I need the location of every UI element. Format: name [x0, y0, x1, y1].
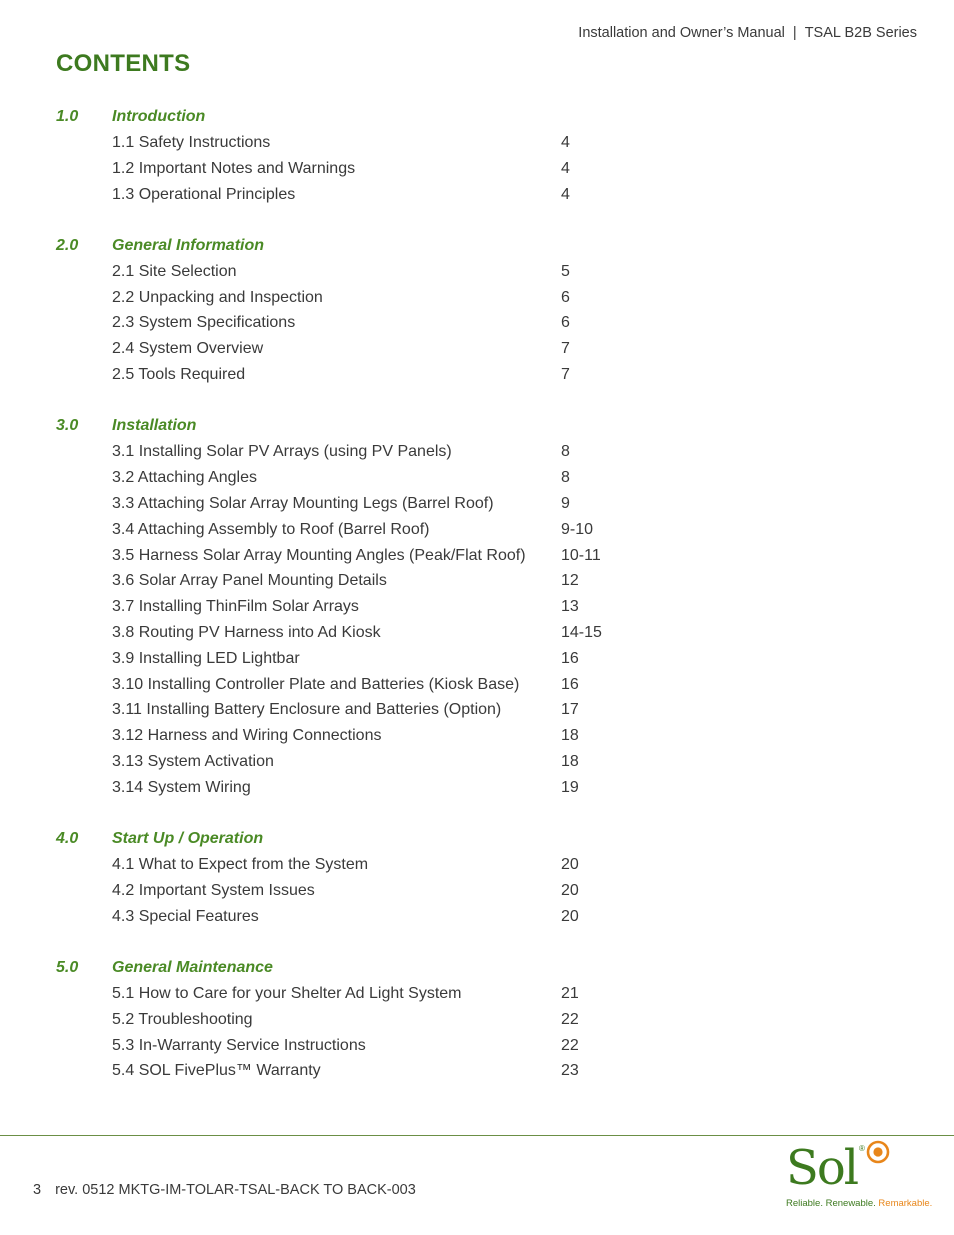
sun-icon — [864, 1138, 892, 1168]
entry-label: 3.4 Attaching Assembly to Roof (Barrel Roof) — [112, 520, 430, 538]
section-title: Installation — [112, 417, 197, 435]
entry-label: 1.3 Operational Principles — [112, 185, 296, 203]
toc-entry — [0, 570, 954, 596]
toc-entry — [0, 441, 954, 467]
section-heading — [0, 828, 954, 854]
toc-entry — [0, 158, 954, 184]
entry-label: 3.3 Attaching Solar Array Mounting Legs (Barrel Roof) — [112, 494, 494, 512]
table-of-contents — [0, 106, 954, 1112]
entry-page-number: 18 — [561, 727, 579, 745]
entry-label: 1.2 Important Notes and Warnings — [112, 159, 356, 177]
manual-title: Installation and Owner’s Manual — [578, 25, 785, 41]
page-number: 3 — [33, 1182, 42, 1198]
entry-page-number: 20 — [561, 856, 579, 874]
entry-page-number: 8 — [561, 443, 570, 461]
entry-label: 3.6 Solar Array Panel Mounting Details — [112, 572, 387, 590]
toc-section — [0, 415, 954, 802]
entry-label: 3.1 Installing Solar PV Arrays (using PV Panels) — [112, 443, 452, 461]
section-number: 5.0 — [56, 958, 79, 976]
entry-label: 2.1 Site Selection — [112, 262, 237, 280]
section-number: 1.0 — [56, 108, 79, 125]
entry-label: 3.12 Harness and Wiring Connections — [112, 727, 382, 745]
entry-page-number: 7 — [561, 340, 570, 358]
entry-label: 3.11 Installing Battery Enclosure and Batteries (Option) — [112, 701, 502, 719]
toc-entry — [0, 596, 954, 622]
toc-entry — [0, 519, 954, 545]
entry-page-number: 4 — [561, 134, 570, 151]
section-heading — [0, 415, 954, 441]
entry-page-number: 6 — [561, 314, 570, 332]
section-title: Introduction — [112, 108, 206, 125]
entry-label: 4.3 Special Features — [112, 907, 259, 925]
entry-page-number: 19 — [561, 778, 579, 796]
toc-entry — [0, 184, 954, 210]
toc-section — [0, 106, 954, 209]
entry-page-number: 16 — [561, 675, 579, 693]
entry-label: 5.2 Troubleshooting — [112, 1010, 253, 1028]
entry-page-number: 21 — [561, 984, 579, 1002]
entry-page-number: 8 — [561, 469, 570, 487]
toc-entry — [0, 648, 954, 674]
toc-entry — [0, 132, 954, 158]
entry-label: 1.1 Safety Instructions — [112, 134, 271, 151]
page-title: CONTENTS — [56, 50, 191, 77]
toc-entry — [0, 777, 954, 803]
entry-page-number: 4 — [561, 185, 570, 203]
entry-page-number: 20 — [561, 907, 579, 925]
entry-page-number: 4 — [561, 159, 570, 177]
entry-page-number: 22 — [561, 1036, 579, 1054]
page-header — [578, 25, 917, 41]
entry-page-number: 18 — [561, 752, 579, 770]
entry-page-number: 6 — [561, 288, 570, 306]
toc-entry — [0, 493, 954, 519]
entry-page-number: 12 — [561, 572, 579, 590]
entry-page-number: 10-11 — [561, 546, 601, 564]
toc-entry — [0, 338, 954, 364]
toc-section — [0, 828, 954, 931]
entry-label: 3.10 Installing Controller Plate and Batteries (Kiosk Base) — [112, 675, 520, 693]
toc-entry — [0, 312, 954, 338]
entry-page-number: 16 — [561, 649, 579, 667]
entry-label: 5.1 How to Care for your Shelter Ad Light System — [112, 984, 462, 1002]
tagline-orange: Remarkable. — [878, 1198, 933, 1209]
entry-page-number: 22 — [561, 1010, 579, 1028]
section-number: 3.0 — [56, 417, 79, 435]
entry-page-number: 9-10 — [561, 520, 594, 538]
entry-label: 2.4 System Overview — [112, 340, 264, 358]
sol-logo — [784, 1138, 933, 1213]
entry-page-number: 9 — [561, 494, 570, 512]
entry-label: 5.4 SOL FivePlus™ Warranty — [112, 1062, 321, 1080]
toc-entry — [0, 880, 954, 906]
toc-entry — [0, 1060, 954, 1086]
logo-wordmark: Sol — [786, 1140, 858, 1196]
series-name: TSAL B2B Series — [804, 25, 917, 41]
footer-divider — [0, 1135, 954, 1136]
toc-entry — [0, 467, 954, 493]
entry-page-number: 14-15 — [561, 623, 602, 641]
entry-label: 3.5 Harness Solar Array Mounting Angles (Peak/Flat Roof) — [112, 546, 526, 564]
page-footer — [33, 1182, 416, 1198]
toc-entry — [0, 699, 954, 725]
toc-entry — [0, 261, 954, 287]
entry-page-number: 17 — [561, 701, 579, 719]
entry-label: 2.5 Tools Required — [112, 366, 246, 384]
toc-entry — [0, 622, 954, 648]
section-number: 2.0 — [56, 236, 79, 254]
entry-label: 3.8 Routing PV Harness into Ad Kiosk — [112, 623, 381, 641]
toc-entry — [0, 674, 954, 700]
section-heading — [0, 235, 954, 261]
entry-page-number: 20 — [561, 881, 579, 899]
entry-label: 4.2 Important System Issues — [112, 881, 315, 899]
tagline-green: Reliable. Renewable. — [786, 1198, 879, 1209]
entry-label: 3.13 System Activation — [112, 752, 274, 770]
toc-entry — [0, 1035, 954, 1061]
toc-entry — [0, 364, 954, 390]
section-heading — [0, 106, 954, 132]
toc-entry — [0, 287, 954, 313]
revision-code: rev. 0512 MKTG-IM-TOLAR-TSAL-BACK TO BACK-003 — [55, 1182, 416, 1198]
toc-entry — [0, 983, 954, 1009]
entry-label: 2.3 System Specifications — [112, 314, 296, 332]
toc-section — [0, 957, 954, 1086]
section-heading — [0, 957, 954, 983]
section-title: General Maintenance — [112, 958, 273, 976]
toc-section — [0, 235, 954, 390]
section-title: Start Up / Operation — [112, 830, 264, 848]
header-separator: | — [792, 25, 797, 41]
toc-entry — [0, 545, 954, 571]
toc-entry — [0, 906, 954, 932]
entry-label: 2.2 Unpacking and Inspection — [112, 288, 323, 306]
toc-entry — [0, 854, 954, 880]
entry-label: 3.7 Installing ThinFilm Solar Arrays — [112, 598, 359, 616]
registered-mark: ® — [859, 1144, 865, 1153]
logo-tagline — [786, 1198, 932, 1209]
toc-entry — [0, 725, 954, 751]
entry-label: 4.1 What to Expect from the System — [112, 856, 369, 874]
section-title: General Information — [112, 236, 265, 254]
toc-entry — [0, 1009, 954, 1035]
toc-entry — [0, 751, 954, 777]
entry-label: 3.14 System Wiring — [112, 778, 251, 796]
entry-page-number: 13 — [561, 598, 579, 616]
section-number: 4.0 — [56, 830, 79, 848]
entry-label: 3.2 Attaching Angles — [112, 469, 257, 487]
entry-label: 3.9 Installing LED Lightbar — [112, 649, 300, 667]
entry-page-number: 5 — [561, 262, 570, 280]
entry-page-number: 23 — [561, 1062, 579, 1080]
entry-label: 5.3 In-Warranty Service Instructions — [112, 1036, 366, 1054]
entry-page-number: 7 — [561, 366, 570, 384]
